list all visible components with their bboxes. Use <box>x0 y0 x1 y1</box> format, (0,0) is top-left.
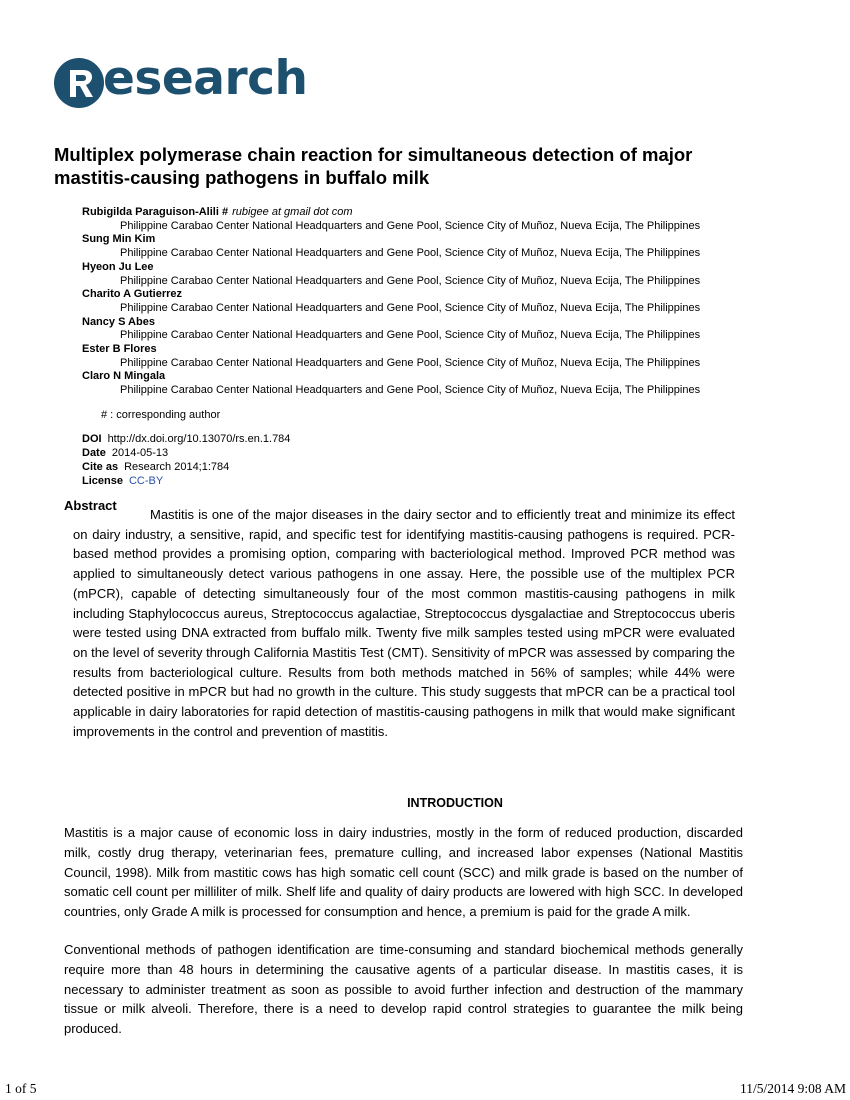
date-row <box>82 446 290 460</box>
author-email: rubigee at gmail dot com <box>232 206 353 218</box>
author-affiliation: Philippine Carabao Center National Headquarters and Gene Pool, Science City of Muñoz, Nueva Ecija, The Philippines <box>120 219 701 232</box>
intro-paragraph: Mastitis is a major cause of economic loss in dairy industries, mostly in the form of reduced production, discarded milk, costly drug therapy, veterinarian fees, premature culling, and increased labor expenses (National Mastitis Council, 1998). Milk from mastitic cows has high somatic cell count (SCC) and milk grade is based on the number of somatic cell count per milliliter of milk. Shelf life and quality of dairy products are lowered with high SCC. In developed countries, only Grade A milk is processed for consumption and hence, a premium is paid for the grade A milk. <box>64 825 743 920</box>
article-title: Multiplex polymerase chain reaction for simultaneous detection of major mastitis-causing pathogens in buffalo milk <box>54 144 693 188</box>
intro-paragraph: Conventional methods of pathogen identification are time-consuming and standard biochemical methods generally require more than 48 hours in determining the causative agents of a particular disease. In mastitis cases, it is necessary to administer treatment as soon as possible to avoid further infection and destruction of the mammary tissue or milk alveoli. Therefore, there is a need to develop rapid control strategies to guarantee the milk being produced. <box>64 942 743 1037</box>
introduction-heading: INTRODUCTION <box>407 796 503 810</box>
author-name: Nancy S Abes <box>82 315 155 328</box>
cite-row <box>82 460 290 474</box>
print-page-number: 1 of 5 <box>5 1081 37 1096</box>
date-label: Date <box>82 447 106 459</box>
author-entry <box>82 206 782 233</box>
abstract-text: Mastitis is one of the major diseases in the dairy sector and to efficiently treat and minimize its effect on dairy industry, a sensitive, rapid, and specific test for identifying mastitis-causing pathogens is required. PCR-based method provides a promising option, comparing with bacteriological method. Improved PCR method was applied to simultaneously detect various pathogens in one assay. Here, the possible use of the multiplex PCR (mPCR), capable of detecting simultaneously four of the most common mastitis-causing pathogens in milk including Staphylococcus aureus, Streptococcus agalactiae, Streptococcus dysgalactiae and Streptococcus uberis were tested using DNA extracted from buffalo milk. Twenty five milk samples tested using mPCR were evaluated on the level of severity through California Mastitis Test (CMT). Sensitivity of mPCR was assessed by comparing the results from bacteriological culture. Results from both methods matched in 56% of samples; while 44% were detected positive in mPCR but had no growth in the culture. This study suggests that mPCR can be a practical tool applicable in dairy laboratories for rapid detection of mastitis-causing pathogens in milk that would make significant improvements in the control and prevention of mastitis. <box>73 507 735 739</box>
author-name: Claro N Mingala <box>82 370 166 383</box>
author-affiliation: Philippine Carabao Center National Headquarters and Gene Pool, Science City of Muñoz, Nueva Ecija, The Philippines <box>120 356 701 369</box>
research-logo-text: esearch <box>103 51 308 106</box>
research-logo[interactable] <box>53 51 308 109</box>
abstract-label: Abstract <box>64 498 117 513</box>
author-name: Sung Min Kim <box>82 233 156 246</box>
author-affiliation: Philippine Carabao Center National Headquarters and Gene Pool, Science City of Muñoz, Nueva Ecija, The Philippines <box>120 247 701 260</box>
author-entry <box>82 261 782 288</box>
license-link[interactable]: CC-BY <box>128 475 164 487</box>
research-logo-r-icon <box>53 57 105 109</box>
author-affiliation: Philippine Carabao Center National Headquarters and Gene Pool, Science City of Muñoz, Nueva Ecija, The Philippines <box>120 384 701 397</box>
cite-label: Cite as <box>82 461 119 473</box>
license-row <box>82 474 290 488</box>
author-entry <box>82 370 782 397</box>
author-entry <box>82 288 782 315</box>
author-entry <box>82 343 782 370</box>
doi-label: DOI <box>82 433 102 445</box>
author-affiliation: Philippine Carabao Center National Headquarters and Gene Pool, Science City of Muñoz, Nueva Ecija, The Philippines <box>120 301 701 314</box>
doi-value[interactable]: http://dx.doi.org/10.13070/rs.en.1.784 <box>107 433 291 445</box>
corresponding-author-note: # : corresponding author <box>101 409 221 421</box>
article-meta <box>82 432 290 488</box>
print-datetime: 11/5/2014 9:08 AM <box>739 1081 846 1096</box>
author-list <box>82 206 782 398</box>
author-entry <box>82 316 782 343</box>
author-name: Hyeon Ju Lee <box>82 260 154 273</box>
cite-value: Research 2014;1:784 <box>124 461 230 473</box>
author-affiliation: Philippine Carabao Center National Headquarters and Gene Pool, Science City of Muñoz, Nueva Ecija, The Philippines <box>120 329 701 342</box>
author-name: Rubigilda Paraguison-Alili # <box>82 206 229 218</box>
license-label: License <box>82 475 123 487</box>
date-value: 2014-05-13 <box>111 447 169 459</box>
author-name: Ester B Flores <box>82 343 157 356</box>
author-affiliation: Philippine Carabao Center National Headquarters and Gene Pool, Science City of Muñoz, Nueva Ecija, The Philippines <box>120 274 701 287</box>
doi-row <box>82 432 290 446</box>
author-name: Charito A Gutierrez <box>82 288 183 301</box>
author-entry <box>82 233 782 260</box>
